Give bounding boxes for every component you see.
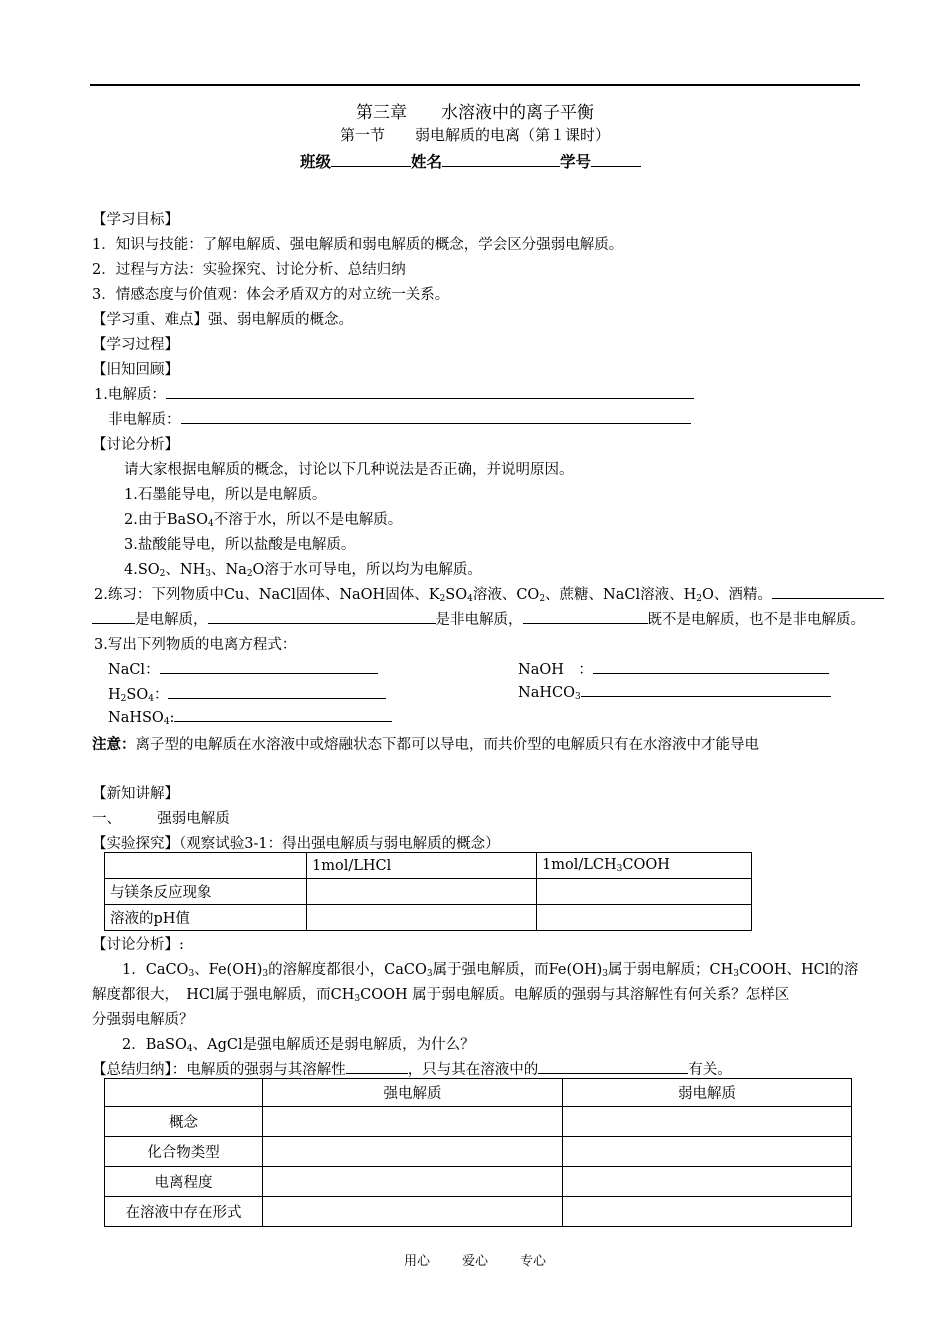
table-cell[interactable] [537, 879, 752, 905]
table-row-label: 概念 [105, 1107, 263, 1137]
summary-table [104, 1078, 852, 1227]
statement-4 [124, 558, 482, 579]
table-cell [105, 853, 307, 879]
text: 有关。 [688, 1062, 732, 1078]
part-one-title: 一、 强弱电解质 [92, 811, 230, 827]
table-row [105, 853, 752, 879]
subscript: 2 [696, 594, 702, 604]
text: 、蔗糖、NaCl溶液、H [545, 587, 697, 603]
discussion2-p2 [122, 1033, 475, 1054]
table-cell[interactable] [563, 1167, 852, 1197]
text: SO [126, 687, 149, 703]
text: 属于弱电解质；CH [608, 962, 734, 978]
nahso4-line [108, 708, 392, 727]
text: 、Fe(OH) [194, 962, 263, 978]
nahco3-line [518, 683, 831, 702]
subscript: 3 [354, 994, 361, 1004]
subscript: 3 [205, 569, 211, 579]
exercise-line1 [94, 583, 884, 604]
subscript: 3 [426, 969, 433, 979]
key-points: 【学习重、难点】强、弱电解质的概念。 [92, 312, 353, 328]
note-text: 离子型的电解质在水溶液中或熔融状态下都可以导电，而共价型的电解质只有在水溶液中才能导电 [135, 737, 759, 753]
table-row-label: 溶液的pH值 [105, 905, 307, 931]
text: H [108, 687, 121, 703]
subscript: 2 [120, 694, 127, 704]
ionization-heading: 3.写出下列物质的电离方程式： [94, 637, 297, 653]
text: NaHCO [518, 685, 575, 701]
statement-2 [124, 508, 402, 529]
text: 2．BaSO [122, 1037, 187, 1053]
text: 2.由于BaSO [124, 512, 208, 528]
table-row-label: 化合物类型 [105, 1137, 263, 1167]
non-electrolyte-blank[interactable] [181, 410, 691, 424]
table-row [105, 1197, 852, 1227]
subscript: 2 [246, 569, 253, 579]
text: : [169, 710, 175, 726]
table-row-label: 与镁条反应现象 [105, 879, 307, 905]
experiment-table [104, 852, 752, 931]
header-rule [90, 84, 860, 86]
text: 、Na [210, 562, 247, 578]
page-footer [0, 1250, 950, 1269]
subscript: 4 [163, 717, 170, 727]
subscript: 4 [207, 519, 214, 529]
table-header: 弱电解质 [563, 1079, 852, 1107]
table-header: 1mol/LHCl [307, 853, 537, 879]
note-line [92, 733, 759, 754]
text: NaOH ： [518, 662, 593, 678]
discussion2-p1 [122, 958, 858, 979]
table-cell[interactable] [563, 1197, 852, 1227]
text: 解度都很大， HCl属于强电解质，而CH [92, 987, 355, 1003]
table-row [105, 879, 752, 905]
table-row [105, 1137, 852, 1167]
discussion2-heading: 【讨论分析】: [92, 937, 184, 953]
subscript: 3 [602, 969, 609, 979]
discussion2-p1-line2 [92, 983, 789, 1004]
exercise-blank-1[interactable] [772, 585, 884, 599]
summary-blank-1[interactable] [346, 1060, 408, 1074]
id-blank[interactable] [591, 153, 641, 167]
footer-item: 专心 [520, 1254, 547, 1269]
new-knowledge-heading: 【新知讲解】 [92, 786, 179, 802]
class-blank[interactable] [331, 153, 411, 167]
table-row [105, 1167, 852, 1197]
goals-heading: 【学习目标】 [92, 212, 179, 228]
subscript: 3 [188, 969, 195, 979]
goal-item: 3．情感态度与价值观：体会矛盾双方的对立统一关系。 [92, 287, 450, 303]
text: 的溶解度都很小，CaCO [268, 962, 427, 978]
statement-1: 1.石墨能导电，所以是电解质。 [124, 487, 327, 503]
text: O溶于水可导电，所以均为电解质。 [252, 562, 482, 578]
table-row [105, 1107, 852, 1137]
table-row [105, 905, 752, 931]
nacl-blank[interactable] [160, 660, 378, 674]
text: 属于强电解质，而Fe(OH) [432, 962, 603, 978]
table-cell[interactable] [563, 1137, 852, 1167]
text: COOH、HCl的溶 [739, 962, 859, 978]
text: 是非电解质， [435, 612, 523, 628]
table-row-label: 电离程度 [105, 1167, 263, 1197]
process-heading: 【学习过程】 [92, 337, 179, 353]
subscript: 2 [539, 594, 546, 604]
name-blank[interactable] [442, 153, 560, 167]
exercise-blank-3[interactable] [523, 610, 648, 624]
table-cell [105, 1079, 263, 1107]
text: COOH 属于弱电解质。电解质的强弱与其溶解性有何关系？怎样区 [360, 987, 790, 1003]
subscript: 4 [186, 1044, 193, 1054]
note-label: 注意： [92, 736, 136, 753]
summary-line [92, 1058, 732, 1079]
summary-blank-2[interactable] [538, 1060, 688, 1074]
electrolyte-label: 1.电解质： [94, 387, 166, 403]
footer-item: 用心 [403, 1254, 430, 1269]
section-title: 第一节 弱电解质的电离（第１课时） [339, 126, 610, 144]
text: COOH [622, 857, 670, 873]
text: 电解质的强弱与其溶解性 [186, 1062, 346, 1078]
exercise-blank-1b[interactable] [92, 610, 135, 624]
electrolyte-line [94, 383, 694, 404]
non-electrolyte-label: 非电解质： [108, 412, 181, 428]
subscript: 2 [159, 569, 166, 579]
goal-item: 2．过程与方法：实验探究、讨论分析、总结归纳 [92, 262, 406, 278]
subscript: 2 [439, 594, 446, 604]
subscript: 3 [616, 864, 623, 874]
table-cell[interactable] [263, 1137, 563, 1167]
electrolyte-blank[interactable] [166, 385, 694, 399]
name-label: 姓名 [411, 152, 443, 171]
table-header [537, 853, 752, 879]
table-cell[interactable] [263, 1107, 563, 1137]
goal-item: 1．知识与技能：了解电解质、强电解质和弱电解质的概念，学会区分强弱电解质。 [92, 237, 624, 253]
exercise-blank-2[interactable] [208, 610, 436, 624]
class-label: 班级 [300, 152, 332, 171]
naoh-line [518, 658, 829, 679]
text: 2.练习：下列物质中Cu、NaCl固体、NaOH固体、K [94, 587, 440, 603]
subscript: 4 [148, 694, 154, 704]
chapter-title: 第三章 水溶液中的离子平衡 [356, 103, 594, 123]
text: 不溶于水，所以不是电解质。 [213, 512, 403, 528]
discussion1-intro: 请大家根据电解质的概念，讨论以下几种说法是否正确，并说明原因。 [124, 462, 574, 478]
discussion2-p1-line3: 分强弱电解质？ [92, 1012, 194, 1028]
statement-3: 3.盐酸能导电，所以盐酸是电解质。 [124, 537, 356, 553]
nahso4-blank[interactable] [174, 708, 392, 722]
discussion1-heading: 【讨论分析】 [92, 437, 179, 453]
table-header: 强电解质 [263, 1079, 563, 1107]
table-cell[interactable] [537, 905, 752, 931]
text: ： [153, 687, 169, 703]
subscript: 3 [574, 692, 581, 702]
naoh-blank[interactable] [593, 660, 829, 674]
table-row-label: 在溶液中存在形式 [105, 1197, 263, 1227]
text: 溶液、CO [472, 587, 540, 603]
text: 是电解质， [135, 612, 208, 628]
text: 既不是电解质，也不是非电解质。 [647, 612, 865, 628]
review-heading: 【旧知回顾】 [92, 362, 179, 378]
experiment-heading-line [92, 832, 500, 853]
exercise-line2 [92, 608, 865, 629]
table-cell[interactable] [263, 1167, 563, 1197]
subscript: 3 [733, 969, 740, 979]
table-row [105, 1079, 852, 1107]
text: SO [445, 587, 468, 603]
text: O、酒精。 [702, 587, 772, 603]
text: 、AgCl是强电解质还是弱电解质，为什么？ [192, 1037, 475, 1053]
text: NaHSO [108, 710, 164, 726]
text: ，只与其在溶液中的 [407, 1062, 539, 1078]
text: 、NH [165, 562, 206, 578]
text: NaCl： [108, 662, 160, 678]
text: 4.SO [124, 562, 160, 578]
text: 1mol/LCH [542, 857, 617, 873]
table-cell[interactable] [563, 1107, 852, 1137]
summary-heading: 【总结归纳】： [92, 1062, 187, 1078]
text: 1．CaCO [122, 962, 189, 978]
h2so4-line [108, 683, 386, 704]
non-electrolyte-line [108, 408, 691, 429]
subscript: 4 [467, 594, 473, 604]
table-cell[interactable] [307, 879, 537, 905]
table-cell[interactable] [307, 905, 537, 931]
experiment-heading: 【实验探究】 [92, 836, 179, 852]
id-label: 学号 [560, 152, 592, 171]
nahco3-blank[interactable] [581, 683, 831, 697]
student-info [300, 150, 641, 172]
nacl-line [108, 658, 378, 679]
h2so4-blank[interactable] [168, 685, 386, 699]
subscript: 3 [262, 969, 269, 979]
table-cell[interactable] [263, 1197, 563, 1227]
experiment-desc: （观察试验3-1：得出强电解质与弱电解质的概念） [179, 836, 500, 852]
footer-item: 爱心 [461, 1254, 488, 1269]
